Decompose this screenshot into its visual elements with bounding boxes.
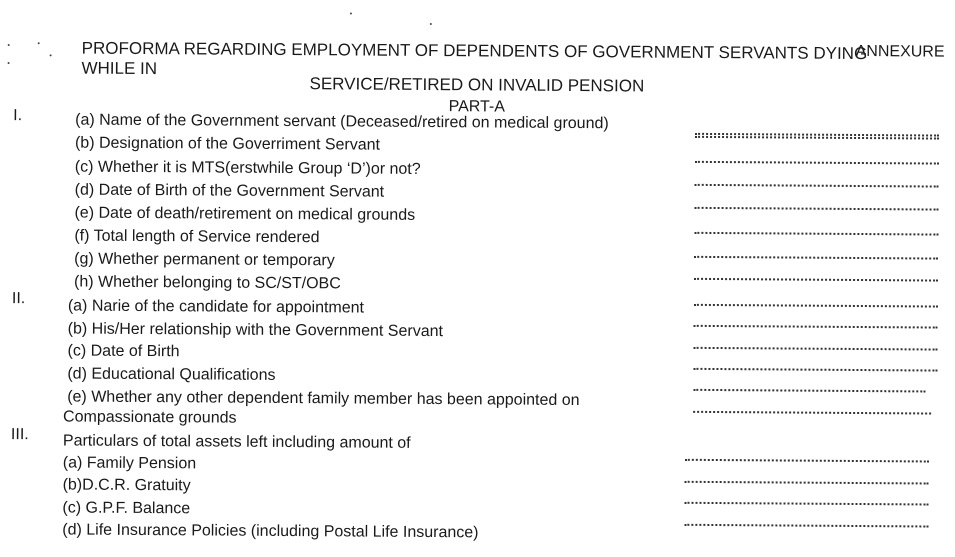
field-label: (a) Narie of the candidate for appointment xyxy=(67,297,365,317)
field-label: (d) Educational Qualifications xyxy=(67,365,276,384)
field-label: (f) Total length of Service rendered xyxy=(74,227,320,247)
fill-in-line[interactable] xyxy=(695,184,939,188)
field-label: (h) Whether belonging to SC/ST/OBC xyxy=(73,273,341,293)
field-label: (b) His/Her relationship with the Government Servant xyxy=(67,320,444,341)
field-label: (d) Life Insurance Policies (including Postal Life Insurance) xyxy=(62,521,479,542)
field-label: (d) Date of Birth of the Government Servant xyxy=(74,181,385,201)
field-label: (g) Whether permanent or temporary xyxy=(74,250,335,270)
field-label: (c) Date of Birth xyxy=(67,342,180,361)
scan-speck xyxy=(8,62,10,64)
scan-speck xyxy=(50,54,52,56)
fill-in-line[interactable] xyxy=(694,232,938,236)
field-label: (b) Designation of the Goverriment Servant xyxy=(74,134,381,154)
annexure-label: ANNEXURE xyxy=(855,42,945,61)
scan-speck xyxy=(8,44,10,46)
fill-in-line[interactable] xyxy=(694,256,938,260)
form-row xyxy=(0,521,951,550)
fill-in-line[interactable] xyxy=(684,524,928,528)
fill-in-line[interactable] xyxy=(685,481,929,485)
fill-in-line[interactable] xyxy=(685,459,929,463)
scan-speck xyxy=(38,42,40,44)
section-3-numeral: III. xyxy=(10,426,29,444)
fill-in-line[interactable] xyxy=(695,161,939,165)
fill-in-line[interactable] xyxy=(695,207,939,211)
part-heading: PART-A xyxy=(448,98,505,116)
scan-speck xyxy=(350,12,352,14)
scan-speck xyxy=(430,23,432,25)
section-3-intro: Particulars of total assets left including amount of xyxy=(62,432,411,452)
fill-in-line[interactable] xyxy=(684,502,928,506)
fill-in-line[interactable] xyxy=(693,368,937,372)
field-label: (a) Family Pension xyxy=(62,454,197,473)
fill-in-line[interactable] xyxy=(694,278,938,282)
section-2-numeral: II. xyxy=(11,290,26,308)
fill-in-line[interactable] xyxy=(694,347,938,351)
field-label: (c) Whether it is MTS(erstwhile Group ‘D’)or not? xyxy=(74,158,421,178)
field-label: (c) G.P.F. Balance xyxy=(62,499,191,518)
field-label: (e) Whether any other dependent family member has been appointed on xyxy=(67,388,580,410)
field-label: (a) Name of the Government servant (Deceased/retired on medical ground) xyxy=(75,111,609,133)
field-label: (b)D.C.R. Gratuity xyxy=(62,476,191,495)
fill-in-line[interactable] xyxy=(694,325,938,329)
fill-in-line[interactable] xyxy=(694,304,938,308)
title-line-1: PROFORMA REGARDING EMPLOYMENT OF DEPENDENTS OF GOVERNMENT SERVANTS DYING WHILE IN xyxy=(81,38,868,79)
title-line-2: SERVICE/RETIRED ON INVALID PENSION xyxy=(309,74,645,96)
field-label: (e) Date of death/retirement on medical grounds xyxy=(74,204,416,224)
field-label: Compassionate grounds xyxy=(63,408,237,427)
fill-in-line[interactable] xyxy=(693,411,931,415)
section-1-numeral: I. xyxy=(13,107,23,125)
